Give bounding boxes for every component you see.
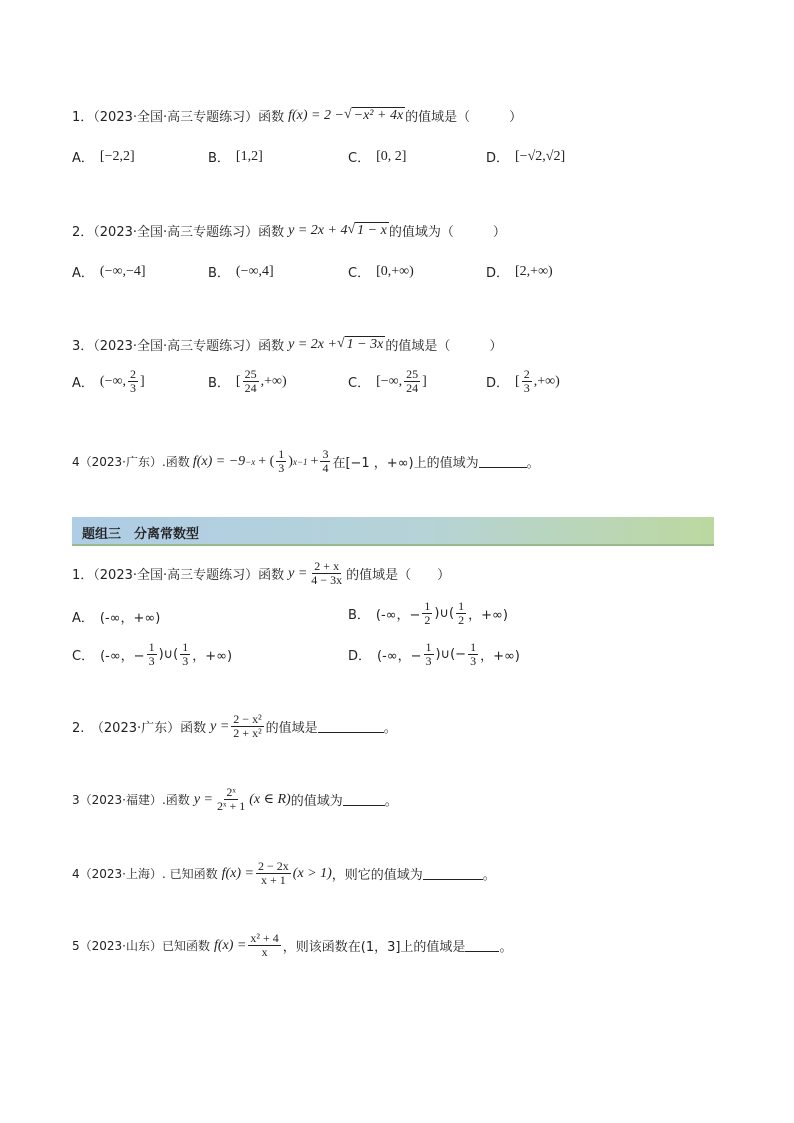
- denominator: 3: [129, 381, 136, 395]
- option-label: B．: [208, 266, 230, 281]
- radicand: −x² + 4x: [353, 108, 404, 123]
- question-prefix: 4（2023·上海）. 已知函数: [72, 867, 218, 881]
- fraction: [180, 641, 190, 668]
- interval-right: ,+∞): [260, 373, 287, 389]
- expression-part: + (: [258, 453, 275, 469]
- section-banner: [72, 517, 714, 546]
- fraction: [468, 641, 478, 668]
- question-prefix: 1．（2023·全国·高三专题练习）函数: [72, 110, 285, 125]
- denominator: 4: [322, 461, 329, 475]
- interval-left: (−∞,: [99, 373, 126, 389]
- expression-part: +: [310, 453, 319, 469]
- option-value: (-∞，+∞): [99, 611, 161, 626]
- denominator: 3: [425, 654, 432, 668]
- option-d[interactable]: [348, 641, 520, 668]
- option-label: C．: [348, 376, 371, 391]
- question-suffix: ，则该函数在(1，3]上的值域是: [282, 940, 466, 955]
- numerator: 1: [425, 640, 432, 654]
- fraction: [215, 786, 247, 813]
- denominator: 3: [470, 654, 477, 668]
- period: 。: [383, 721, 397, 736]
- option-value: [−√2,√2]: [515, 148, 566, 164]
- interval-right: ,+∞): [533, 373, 560, 389]
- numerator: 1: [424, 599, 431, 613]
- question-suffix: 的值域是（ ）: [385, 339, 503, 354]
- denominator: 2 + x²: [233, 726, 262, 740]
- option-d[interactable]: [486, 262, 553, 281]
- question-1: [72, 560, 450, 587]
- option-part: )∪(−: [435, 647, 467, 662]
- option-part: ，+∞): [468, 608, 508, 623]
- option-value: [1,2]: [235, 148, 263, 164]
- period: 。: [482, 868, 496, 883]
- period: 。: [384, 794, 398, 809]
- denominator: 24: [244, 381, 257, 395]
- option-label: C．: [72, 649, 95, 664]
- period: 。: [526, 456, 540, 471]
- numerator: 2 + x: [314, 559, 340, 573]
- answer-blank[interactable]: [318, 720, 384, 733]
- numerator: 1: [148, 640, 155, 654]
- question-suffix: 的值域是: [265, 721, 318, 736]
- question-2: [72, 221, 506, 240]
- option-value: (−∞,−4]: [99, 263, 146, 279]
- question-prefix: 1．（2023·全国·高三专题练习）函数: [72, 568, 285, 583]
- interval-left: [: [235, 373, 241, 389]
- interval-right: ]: [139, 373, 145, 389]
- denominator: 4 − 3x: [311, 573, 343, 587]
- option-label: B．: [208, 376, 230, 391]
- fraction: [248, 932, 280, 959]
- option-label: B．: [208, 151, 230, 166]
- numerator: 3: [322, 447, 329, 461]
- sqrt-expression: √ 1 − x: [347, 222, 387, 238]
- option-a[interactable]: [72, 607, 160, 626]
- option-label: D．: [486, 376, 510, 391]
- question-suffix: 的值域是（ ）: [405, 110, 523, 125]
- option-c[interactable]: [72, 641, 232, 668]
- interval-left: [: [515, 373, 520, 389]
- denominator: 3: [523, 381, 530, 395]
- question-4: 4（2023·广东）.函数 f(x) = −9 −x + ( $\frac{1}{3}$ ) x−1 + $\frac{3}{4}$ 在[−1 ，+∞) 上的值域为 。: [72, 447, 540, 475]
- option-value: (−∞,4]: [235, 263, 274, 279]
- option-label: A．: [72, 611, 94, 626]
- option-label: A．: [72, 151, 94, 166]
- expression: f(x) =: [221, 865, 254, 881]
- fraction: [456, 600, 466, 627]
- expression: y = 2x +: [288, 336, 337, 352]
- expression: f(x) = 2 −: [288, 107, 344, 123]
- denominator: 3: [148, 654, 155, 668]
- option-value: [2,+∞): [515, 263, 553, 279]
- option-part: (-∞，−: [375, 608, 421, 623]
- denominator: 24: [406, 381, 419, 395]
- expression: f(x) =: [214, 937, 247, 953]
- question-2: [72, 713, 397, 740]
- exponent: −x: [245, 456, 256, 467]
- numerator: 1: [470, 640, 477, 654]
- option-d[interactable]: [486, 147, 565, 166]
- fraction: [256, 860, 291, 887]
- interval-left: [−∞,: [376, 373, 403, 389]
- option-part: ，+∞): [192, 649, 233, 664]
- fraction: [147, 641, 157, 668]
- option-c[interactable]: [348, 147, 406, 166]
- option-value: [0, 2]: [376, 148, 407, 164]
- fraction: [231, 713, 263, 740]
- option-a[interactable]: [72, 368, 145, 395]
- question-suffix: ，则它的值域为: [331, 868, 423, 883]
- question-suffix: 的值域为: [290, 794, 343, 809]
- answer-blank[interactable]: [423, 867, 483, 880]
- fraction: [309, 560, 344, 587]
- option-label: B．: [348, 608, 370, 623]
- question-3: [72, 335, 502, 354]
- numerator: 25: [406, 367, 419, 381]
- question-prefix: 2．（2023·全国·高三专题练习）函数: [72, 225, 285, 240]
- question-prefix: 3．（2023·全国·高三专题练习）函数: [72, 339, 285, 354]
- period: 。: [499, 940, 513, 955]
- expression-part: f(x) = −9: [192, 453, 246, 469]
- option-b[interactable]: [348, 600, 508, 627]
- numerator: x² + 4: [250, 931, 279, 945]
- option-a[interactable]: [72, 147, 135, 166]
- fraction: [522, 368, 532, 395]
- answer-blank[interactable]: [343, 793, 385, 806]
- question-suffix: 的值域为（ ）: [388, 225, 506, 240]
- numerator: 1: [278, 447, 285, 461]
- interval: 在[−1 ，+∞): [332, 456, 414, 471]
- option-part: )∪(: [434, 606, 455, 621]
- numerator: 2: [523, 367, 530, 381]
- radicand: 1 − x: [357, 223, 387, 238]
- numerator: 1: [182, 640, 189, 654]
- option-part: ，+∞): [480, 649, 520, 664]
- sqrt-expression: √ 1 − 3x: [336, 336, 384, 352]
- option-label: A．: [72, 266, 94, 281]
- fraction: [243, 368, 259, 395]
- answer-blank[interactable]: [465, 939, 499, 952]
- answer-blank[interactable]: [479, 455, 527, 468]
- option-value: [−2,2]: [99, 148, 135, 164]
- question-prefix: 5（2023·山东）已知函数: [72, 939, 210, 953]
- exponent: x−1: [292, 456, 308, 467]
- option-value: [0,+∞): [376, 263, 414, 279]
- denominator: 2: [458, 613, 465, 627]
- question-prefix: 2. （2023·广东）函数: [72, 721, 207, 736]
- option-label: D．: [348, 649, 372, 664]
- fraction: [404, 368, 420, 395]
- option-b[interactable]: [208, 262, 274, 281]
- option-d[interactable]: [486, 368, 560, 395]
- option-label: D．: [486, 266, 510, 281]
- condition: (x ∈ R): [249, 792, 291, 807]
- option-c[interactable]: [348, 262, 414, 281]
- denominator: 2: [424, 613, 431, 627]
- section-title: 题组三 分离常数型: [82, 527, 200, 542]
- condition: (x > 1): [292, 865, 332, 881]
- option-part: )∪(: [158, 647, 179, 662]
- option-part: (-∞，−: [377, 649, 422, 664]
- numerator: 25: [244, 367, 257, 381]
- fraction: [320, 448, 330, 475]
- numerator: 2: [129, 367, 136, 381]
- question-4: [72, 860, 496, 887]
- question-suffix: 的值域是（ ）: [346, 568, 451, 583]
- interval-right: ]: [422, 373, 427, 389]
- fraction: [422, 600, 432, 627]
- numerator: 2 − 2x: [258, 859, 289, 873]
- fraction: [276, 448, 286, 475]
- question-1: [72, 106, 522, 125]
- expression: y = 2x + 4: [288, 222, 348, 238]
- expression: y =: [288, 565, 308, 581]
- numerator: 1: [458, 599, 465, 613]
- numerator: 2ˣ: [226, 785, 236, 799]
- fraction: [424, 641, 434, 668]
- option-label: C．: [348, 151, 371, 166]
- denominator: 2ˣ + 1: [216, 799, 246, 813]
- option-c[interactable]: [348, 368, 427, 395]
- expression: y =: [193, 791, 213, 807]
- option-label: A．: [72, 376, 94, 391]
- question-5: [72, 932, 512, 959]
- option-a[interactable]: [72, 262, 146, 281]
- option-label: C．: [348, 266, 371, 281]
- expression: y =: [210, 718, 230, 734]
- question-suffix: 上的值域为: [413, 456, 479, 471]
- denominator: 3: [182, 654, 189, 668]
- question-3: [72, 786, 398, 813]
- option-part: (-∞，−: [100, 649, 145, 664]
- radicand: 1 − 3x: [346, 337, 384, 352]
- option-b[interactable]: [208, 368, 287, 395]
- option-b[interactable]: [208, 147, 263, 166]
- question-prefix: 3（2023·福建）.函数: [72, 793, 190, 807]
- fraction: [128, 368, 138, 395]
- question-prefix: 4（2023·广东）.函数: [72, 455, 190, 469]
- sqrt-expression: √ −x² + 4x: [343, 107, 404, 123]
- option-label: D．: [486, 151, 510, 166]
- denominator: 3: [278, 461, 285, 475]
- denominator: x: [261, 945, 268, 959]
- denominator: x + 1: [261, 873, 286, 887]
- numerator: 2 − x²: [233, 712, 262, 726]
